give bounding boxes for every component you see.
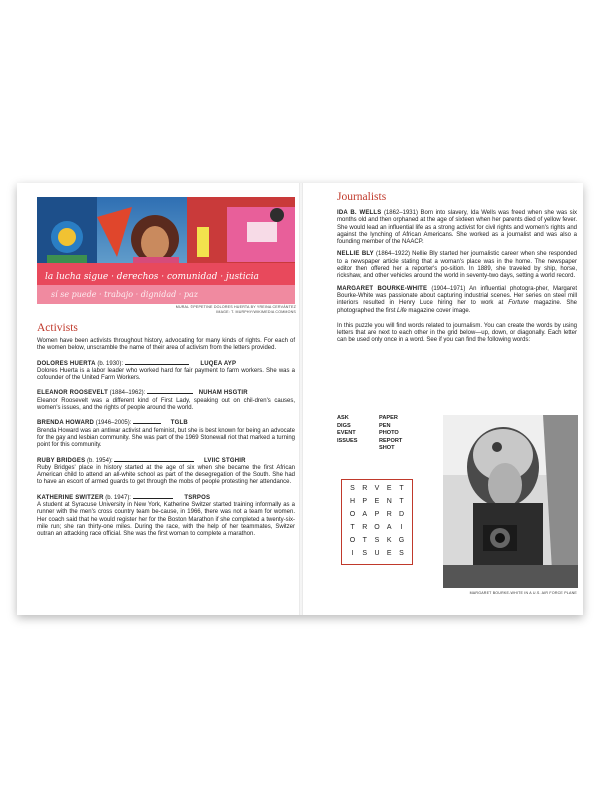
- journalist-dates: (1862–1931): [383, 210, 418, 216]
- answer-blank: [133, 492, 173, 499]
- puzzle-intro: In this puzzle you will find words related to journalism. You can create the words by using letters that are next to each other in the grid below—up, down, or diagonally. Each letter can be used only once in a word. See if you can find the following words:: [337, 322, 577, 344]
- grid-letter: E: [374, 498, 380, 505]
- journalist-name: NELLIE BLY: [337, 251, 374, 258]
- scrambled-word: TSRPOS: [184, 494, 211, 501]
- journalists-text: [337, 210, 577, 350]
- grid-letter: T: [350, 524, 355, 531]
- grid-letter: U: [374, 550, 380, 557]
- letter-grid: [341, 479, 413, 565]
- grid-row: [342, 482, 412, 495]
- word-list-item: ASK: [337, 415, 349, 421]
- journalist-bio-bly: [337, 251, 577, 280]
- grid-letter: R: [362, 524, 368, 531]
- bourke-white-photo: [443, 415, 578, 588]
- grid-letter: O: [349, 537, 356, 544]
- answer-blank: [125, 358, 189, 365]
- grid-letter: S: [374, 537, 380, 544]
- activist-name: ELEANOR ROOSEVELT: [37, 390, 108, 397]
- activist-dates: (1946–2005):: [95, 420, 132, 427]
- journalist-description: Nellie Bly started her journalistic career when she responded to a newspaper article stating that a woman's place was in the home. The newspaper editor then offered her a reporter's po-sition. In 1889, she traveled by ship, horse, rickshaw, and other vehicles around the world in seventy-two days, setting a world record.: [337, 251, 578, 280]
- journalist-description-c: magazine cover image.: [406, 307, 471, 314]
- grid-letter: T: [399, 485, 404, 492]
- grid-letter: R: [362, 485, 368, 492]
- grid-letter: A: [386, 524, 392, 531]
- activist-dates: (1884–1962):: [109, 390, 146, 397]
- journalists-heading: Journalists: [337, 191, 387, 203]
- word-list-item: PHOTO: [379, 430, 399, 437]
- grid-row: [342, 508, 412, 521]
- activist-entry-howard: [37, 417, 295, 449]
- activist-description: Eleanor Roosevelt was a different kind of First Lady, speaking out on chil-dren's causes, women's issues, and the rights of people around the world.: [37, 397, 295, 412]
- activist-entry-huerta: [37, 358, 295, 383]
- journalist-name: IDA B. WELLS: [337, 210, 382, 216]
- answer-blank: [147, 387, 193, 394]
- activist-description: Dolores Huerta is a labor leader who worked hard for fair payment to farm workers. She was a cofounder of the United Farm Workers.: [37, 367, 295, 382]
- grid-row: [342, 547, 412, 560]
- grid-letter: E: [386, 485, 392, 492]
- left-page: [17, 183, 300, 615]
- mural-credit: [96, 305, 296, 315]
- book-spread: [17, 183, 583, 615]
- activist-dates: (b. 1954):: [86, 457, 113, 464]
- scrambled-word: LVIIC STGHIR: [204, 457, 246, 464]
- word-list-item: PAPER: [379, 415, 398, 421]
- grid-letter: N: [386, 498, 392, 505]
- grid-letter: I: [400, 524, 403, 531]
- journalist-description-a: An influential photogra-pher, Margaret Bourke-White was passionate about capturing industrial scenes. Her series on steel mill interiors resulted in Henry Luce hiring her to work at: [337, 285, 577, 307]
- mural-credit-line-1: MURAL ©PEPETINE DOLORES HUERTA BY YREINA CERVÁNTEZ: [175, 305, 296, 309]
- magazine-life: Life: [397, 307, 407, 314]
- mural-credit-line-2: IMAGE: T. MURPHY/WIKIMEDIA COMMONS: [216, 310, 296, 314]
- answer-blank: [133, 417, 161, 424]
- journalist-description: Born into slavery, Ida Wells was freed when she was six months old and then orphaned at the age of sixteen when her parents died of yellow fever. She would lead an influential life as a strong activist for civil rights and women's rights and against the lynching of African Americans. She worked as a journalist and was also a founding member of the NAACP.: [337, 210, 578, 246]
- activist-dates: (b. 1930):: [97, 360, 124, 367]
- activists-heading: Activists: [37, 322, 78, 334]
- grid-letter: T: [399, 498, 404, 505]
- grid-letter: P: [374, 511, 380, 518]
- activist-description: Ruby Bridges' place in history started at the age of six when she became the first African American child to attend an all-white school as part of the desegregation of the South. She had to have an escort of armed guards to get through the mobs of people protesting her attendance.: [37, 464, 295, 486]
- activist-name: BRENDA HOWARD: [37, 420, 95, 427]
- grid-letter: D: [398, 511, 405, 518]
- journalist-dates: (1864–1922): [376, 251, 411, 258]
- grid-letter: R: [386, 511, 392, 518]
- scrambled-word: LUQEA AYP: [200, 360, 237, 367]
- activist-dates: (b. 1947):: [105, 494, 131, 501]
- activist-description: A student at Syracuse University in New York, Katherine Switzer started training informally as a runner with the men's cross country team be-cause, in 1966, there was not a team for women. Her coach said that he would register her for the Boston Marathon if she completed a twenty-six-mile run; she ran thirty-one miles. During the race, with the help of her teammates, Switzer outran an attacking race official. She was the first woman to complete a marathon.: [37, 502, 295, 538]
- svg-text:la lucha sigue · derechos · co: la lucha sigue · derechos · comunidad · justicia: [45, 272, 259, 282]
- grid-row: [342, 534, 412, 547]
- grid-letter: K: [386, 537, 392, 544]
- grid-letter: T: [362, 537, 367, 544]
- word-list-item: EVENT: [337, 430, 356, 437]
- grid-letter: V: [374, 485, 380, 492]
- journalist-name: MARGARET BOURKE-WHITE: [337, 285, 428, 292]
- grid-letter: H: [349, 498, 356, 505]
- grid-letter: E: [386, 550, 392, 557]
- journalist-bio-bourke-white: [337, 286, 577, 315]
- activist-entry-switzer: [37, 492, 295, 539]
- activist-name: RUBY BRIDGES: [37, 457, 86, 464]
- activist-description: Brenda Howard was an antiwar activist and feminist, but she is best known for being an advocate for the gay and lesbian community. She was part of the 1969 Stonewall riot that marked a turning point for this community.: [37, 427, 295, 449]
- activists-text: [37, 338, 295, 544]
- grid-letter: S: [350, 485, 355, 492]
- word-list-item: SHOT: [379, 445, 395, 452]
- word-list-item: REPORT: [379, 437, 403, 444]
- grid-letter: S: [362, 550, 368, 557]
- grid-letter: P: [362, 498, 368, 505]
- grid-letter: O: [374, 524, 380, 531]
- journalist-description-b: magazine. She photographed the first: [337, 300, 577, 314]
- word-list-item: DIGS: [337, 422, 351, 429]
- journalist-bio-wells: [337, 210, 577, 246]
- journalist-dates: (1904–1971): [431, 285, 466, 292]
- right-page: [303, 183, 583, 615]
- grid-letter: I: [351, 550, 354, 557]
- scrambled-word: TGLB: [170, 420, 188, 427]
- scrambled-word: NUHAM HSGTIR: [198, 390, 248, 397]
- grid-row: [342, 495, 412, 508]
- answer-blank: [114, 455, 194, 462]
- activist-entry-bridges: [37, 455, 295, 487]
- magazine-fortune: Fortune: [508, 300, 529, 307]
- word-list: [337, 415, 427, 453]
- grid-letter: O: [349, 511, 356, 518]
- word-list-item: ISSUES: [337, 437, 358, 444]
- grid-row: [342, 521, 412, 534]
- activist-entry-roosevelt: [37, 387, 295, 412]
- svg-text:sí se puede · trabajo · dignid: sí se puede · trabajo · dignidad · paz: [51, 290, 198, 299]
- activist-name: KATHERINE SWITZER: [37, 494, 104, 501]
- word-list-item: PEN: [379, 422, 391, 429]
- grid-letter: A: [362, 511, 368, 518]
- activist-name: DOLORES HUERTA: [37, 360, 96, 367]
- grid-letter: G: [398, 537, 405, 544]
- word-list-col-1: [337, 415, 379, 445]
- activists-intro: Women have been activists throughout history, advocating for many kinds of rights. For each of the women below, unscramble the name of their area of activism from the letters provided.: [37, 338, 295, 352]
- word-list-col-2: [379, 415, 421, 453]
- grid-letter: S: [399, 550, 404, 557]
- photo-caption: MARGARET BOURKE-WHITE IN A U.S. AIR FORCE PLANE: [469, 591, 577, 595]
- mural-image: [37, 197, 295, 304]
